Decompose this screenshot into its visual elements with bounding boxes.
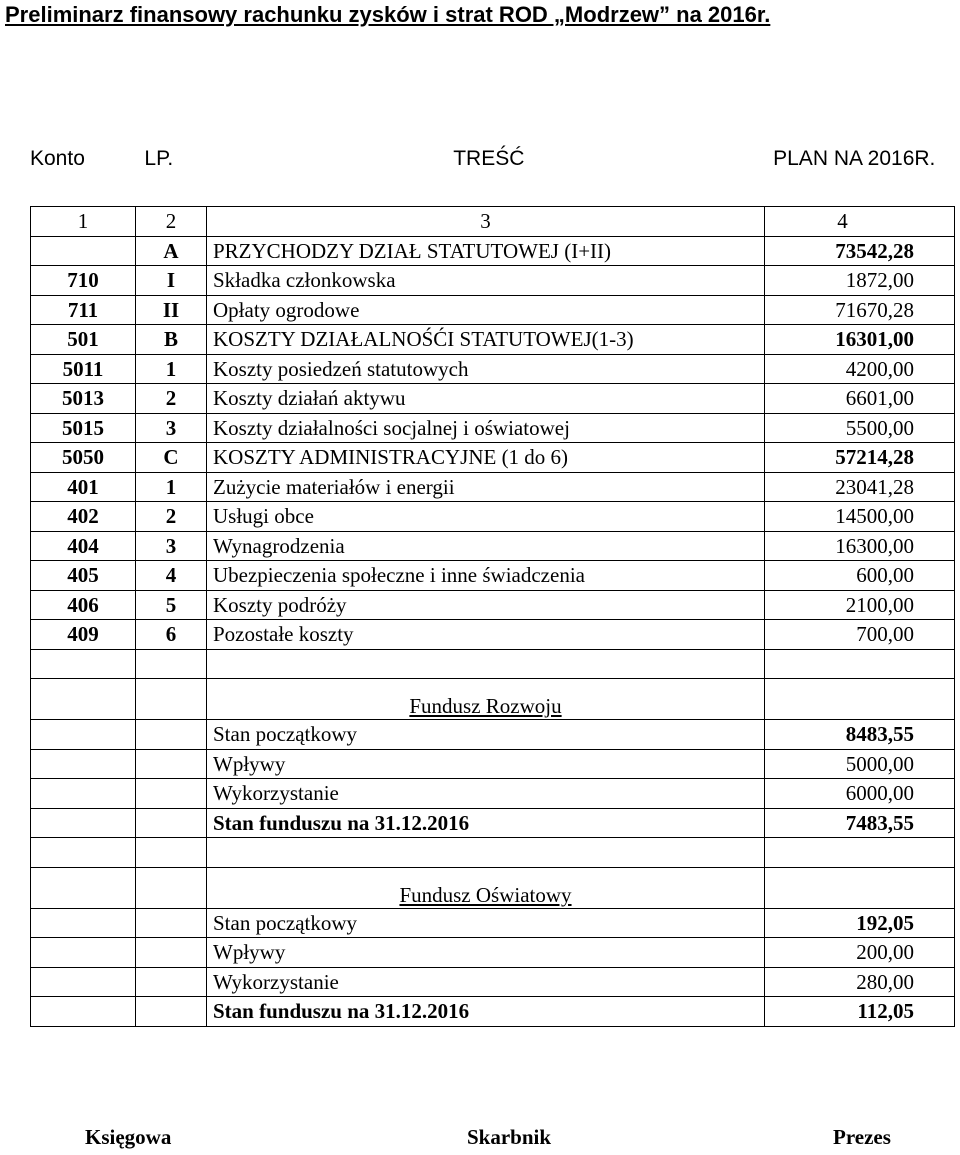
- konto-cell: 402: [31, 502, 136, 532]
- empty-cell: [765, 838, 955, 868]
- table-row: [31, 266, 955, 296]
- table-row: [31, 236, 955, 266]
- lp-cell: 4: [136, 561, 207, 591]
- konto-cell: 5050: [31, 443, 136, 473]
- empty-cell: [136, 908, 207, 938]
- empty-cell: [136, 779, 207, 809]
- konto-cell: 405: [31, 561, 136, 591]
- empty-cell: [31, 867, 136, 908]
- konto-cell: 406: [31, 590, 136, 620]
- konto-cell: 5015: [31, 413, 136, 443]
- konto-cell: 409: [31, 620, 136, 650]
- tresc-cell: Ubezpieczenia społeczne i inne świadczenia: [207, 561, 765, 591]
- fund-row: [31, 749, 955, 779]
- plan-cell: 6601,00: [765, 384, 955, 414]
- column-number: 3: [207, 207, 765, 237]
- fund-row: [31, 779, 955, 809]
- table-row: [31, 620, 955, 650]
- table-row: [31, 384, 955, 414]
- konto-cell: 401: [31, 472, 136, 502]
- empty-cell: [31, 720, 136, 750]
- fund-row-label: Stan funduszu na 31.12.2016: [207, 808, 765, 838]
- konto-cell: 5013: [31, 384, 136, 414]
- lp-cell: 2: [136, 384, 207, 414]
- plan-cell: 23041,28: [765, 472, 955, 502]
- table-row: [31, 325, 955, 355]
- empty-cell: [136, 938, 207, 968]
- tresc-cell: KOSZTY ADMINISTRACYJNE (1 do 6): [207, 443, 765, 473]
- fund-row-label: Stan funduszu na 31.12.2016: [207, 997, 765, 1027]
- plan-cell: 16301,00: [765, 325, 955, 355]
- table-row: [31, 472, 955, 502]
- fund-row: [31, 720, 955, 750]
- empty-cell: [136, 679, 207, 720]
- fund-row: [31, 808, 955, 838]
- empty-cell: [31, 967, 136, 997]
- tresc-cell: Koszty działalności socjalnej i oświatowej: [207, 413, 765, 443]
- fund-row-label: Stan początkowy: [207, 720, 765, 750]
- konto-cell: 5011: [31, 354, 136, 384]
- empty-cell: [136, 997, 207, 1027]
- plan-cell: 73542,28: [765, 236, 955, 266]
- signature-ksiegowa: Księgowa: [85, 1125, 172, 1149]
- lp-cell: 3: [136, 413, 207, 443]
- fund-row-value: 280,00: [765, 967, 955, 997]
- empty-cell: [31, 908, 136, 938]
- plan-cell: 2100,00: [765, 590, 955, 620]
- financial-table-body: [31, 207, 955, 1027]
- header-lp: LP.: [144, 147, 174, 170]
- empty-cell: [765, 867, 955, 908]
- tresc-cell: PRZYCHODZY DZIAŁ STATUTOWEJ (I+II): [207, 236, 765, 266]
- fund-row-value: 6000,00: [765, 779, 955, 809]
- lp-cell: 1: [136, 354, 207, 384]
- empty-cell: [31, 997, 136, 1027]
- plan-cell: 600,00: [765, 561, 955, 591]
- column-headers: [30, 145, 950, 173]
- empty-cell: [136, 749, 207, 779]
- header-plan: PLAN NA 2016R.: [773, 147, 936, 170]
- fund-row-label: Wykorzystanie: [207, 967, 765, 997]
- table-row: [31, 295, 955, 325]
- column-number-row: [31, 207, 955, 237]
- header-tresc: TREŚĆ: [453, 147, 525, 170]
- plan-cell: 71670,28: [765, 295, 955, 325]
- empty-cell: [136, 649, 207, 679]
- tresc-cell: KOSZTY DZIAŁALNOŚĆI STATUTOWEJ(1-3): [207, 325, 765, 355]
- tresc-cell: Wynagrodzenia: [207, 531, 765, 561]
- column-number: 4: [765, 207, 955, 237]
- tresc-cell: Składka członkowska: [207, 266, 765, 296]
- lp-cell: I: [136, 266, 207, 296]
- konto-cell: 404: [31, 531, 136, 561]
- empty-cell: [31, 938, 136, 968]
- tresc-cell: Usługi obce: [207, 502, 765, 532]
- financial-table: [30, 206, 955, 1027]
- fund-row-label: Wpływy: [207, 749, 765, 779]
- lp-cell: 2: [136, 502, 207, 532]
- fund-row-value: 8483,55: [765, 720, 955, 750]
- konto-cell: [31, 236, 136, 266]
- fund-row-label: Wpływy: [207, 938, 765, 968]
- lp-cell: B: [136, 325, 207, 355]
- lp-cell: 6: [136, 620, 207, 650]
- tresc-cell: Koszty posiedzeń statutowych: [207, 354, 765, 384]
- lp-cell: A: [136, 236, 207, 266]
- table-row: [31, 590, 955, 620]
- fund-title: Fundusz Rozwoju: [207, 679, 765, 720]
- empty-cell: [31, 808, 136, 838]
- empty-cell: [31, 649, 136, 679]
- tresc-cell: Pozostałe koszty: [207, 620, 765, 650]
- fund-row: [31, 938, 955, 968]
- header-konto: Konto: [30, 147, 85, 170]
- fund-title: Fundusz Oświatowy: [207, 867, 765, 908]
- empty-cell: [765, 679, 955, 720]
- signature-skarbnik: Skarbnik: [467, 1125, 552, 1149]
- lp-cell: 1: [136, 472, 207, 502]
- tresc-cell: Koszty działań aktywu: [207, 384, 765, 414]
- tresc-cell: Koszty podróży: [207, 590, 765, 620]
- fund-row-value: 7483,55: [765, 808, 955, 838]
- fund-title-row: [31, 867, 955, 908]
- empty-cell: [765, 649, 955, 679]
- page-title: Preliminarz finansowy rachunku zysków i strat ROD „Modrzew” na 2016r.: [5, 2, 771, 27]
- plan-cell: 14500,00: [765, 502, 955, 532]
- plan-cell: 1872,00: [765, 266, 955, 296]
- table-row: [31, 413, 955, 443]
- fund-row-value: 112,05: [765, 997, 955, 1027]
- empty-cell: [31, 779, 136, 809]
- tresc-cell: Zużycie materiałów i energii: [207, 472, 765, 502]
- empty-cell: [207, 838, 765, 868]
- spacer-row: [31, 838, 955, 868]
- empty-cell: [136, 808, 207, 838]
- fund-row: [31, 908, 955, 938]
- table-row: [31, 443, 955, 473]
- fund-row-label: Wykorzystanie: [207, 779, 765, 809]
- fund-row-value: 200,00: [765, 938, 955, 968]
- signature-prezes: Prezes: [833, 1125, 891, 1149]
- table-row: [31, 354, 955, 384]
- lp-cell: 5: [136, 590, 207, 620]
- fund-row: [31, 997, 955, 1027]
- empty-cell: [31, 838, 136, 868]
- table-row: [31, 531, 955, 561]
- fund-title-row: [31, 679, 955, 720]
- fund-row-label: Stan początkowy: [207, 908, 765, 938]
- plan-cell: 5500,00: [765, 413, 955, 443]
- spacer-row: [31, 649, 955, 679]
- plan-cell: 700,00: [765, 620, 955, 650]
- lp-cell: 3: [136, 531, 207, 561]
- fund-row: [31, 967, 955, 997]
- lp-cell: II: [136, 295, 207, 325]
- plan-cell: 4200,00: [765, 354, 955, 384]
- column-number: 1: [31, 207, 136, 237]
- fund-row-value: 192,05: [765, 908, 955, 938]
- table-row: [31, 561, 955, 591]
- tresc-cell: Opłaty ogrodowe: [207, 295, 765, 325]
- table-row: [31, 502, 955, 532]
- konto-cell: 501: [31, 325, 136, 355]
- lp-cell: C: [136, 443, 207, 473]
- plan-cell: 16300,00: [765, 531, 955, 561]
- empty-cell: [31, 749, 136, 779]
- empty-cell: [136, 967, 207, 997]
- empty-cell: [31, 679, 136, 720]
- fund-row-value: 5000,00: [765, 749, 955, 779]
- empty-cell: [136, 838, 207, 868]
- empty-cell: [207, 649, 765, 679]
- empty-cell: [136, 867, 207, 908]
- column-number: 2: [136, 207, 207, 237]
- empty-cell: [136, 720, 207, 750]
- plan-cell: 57214,28: [765, 443, 955, 473]
- konto-cell: 710: [31, 266, 136, 296]
- konto-cell: 711: [31, 295, 136, 325]
